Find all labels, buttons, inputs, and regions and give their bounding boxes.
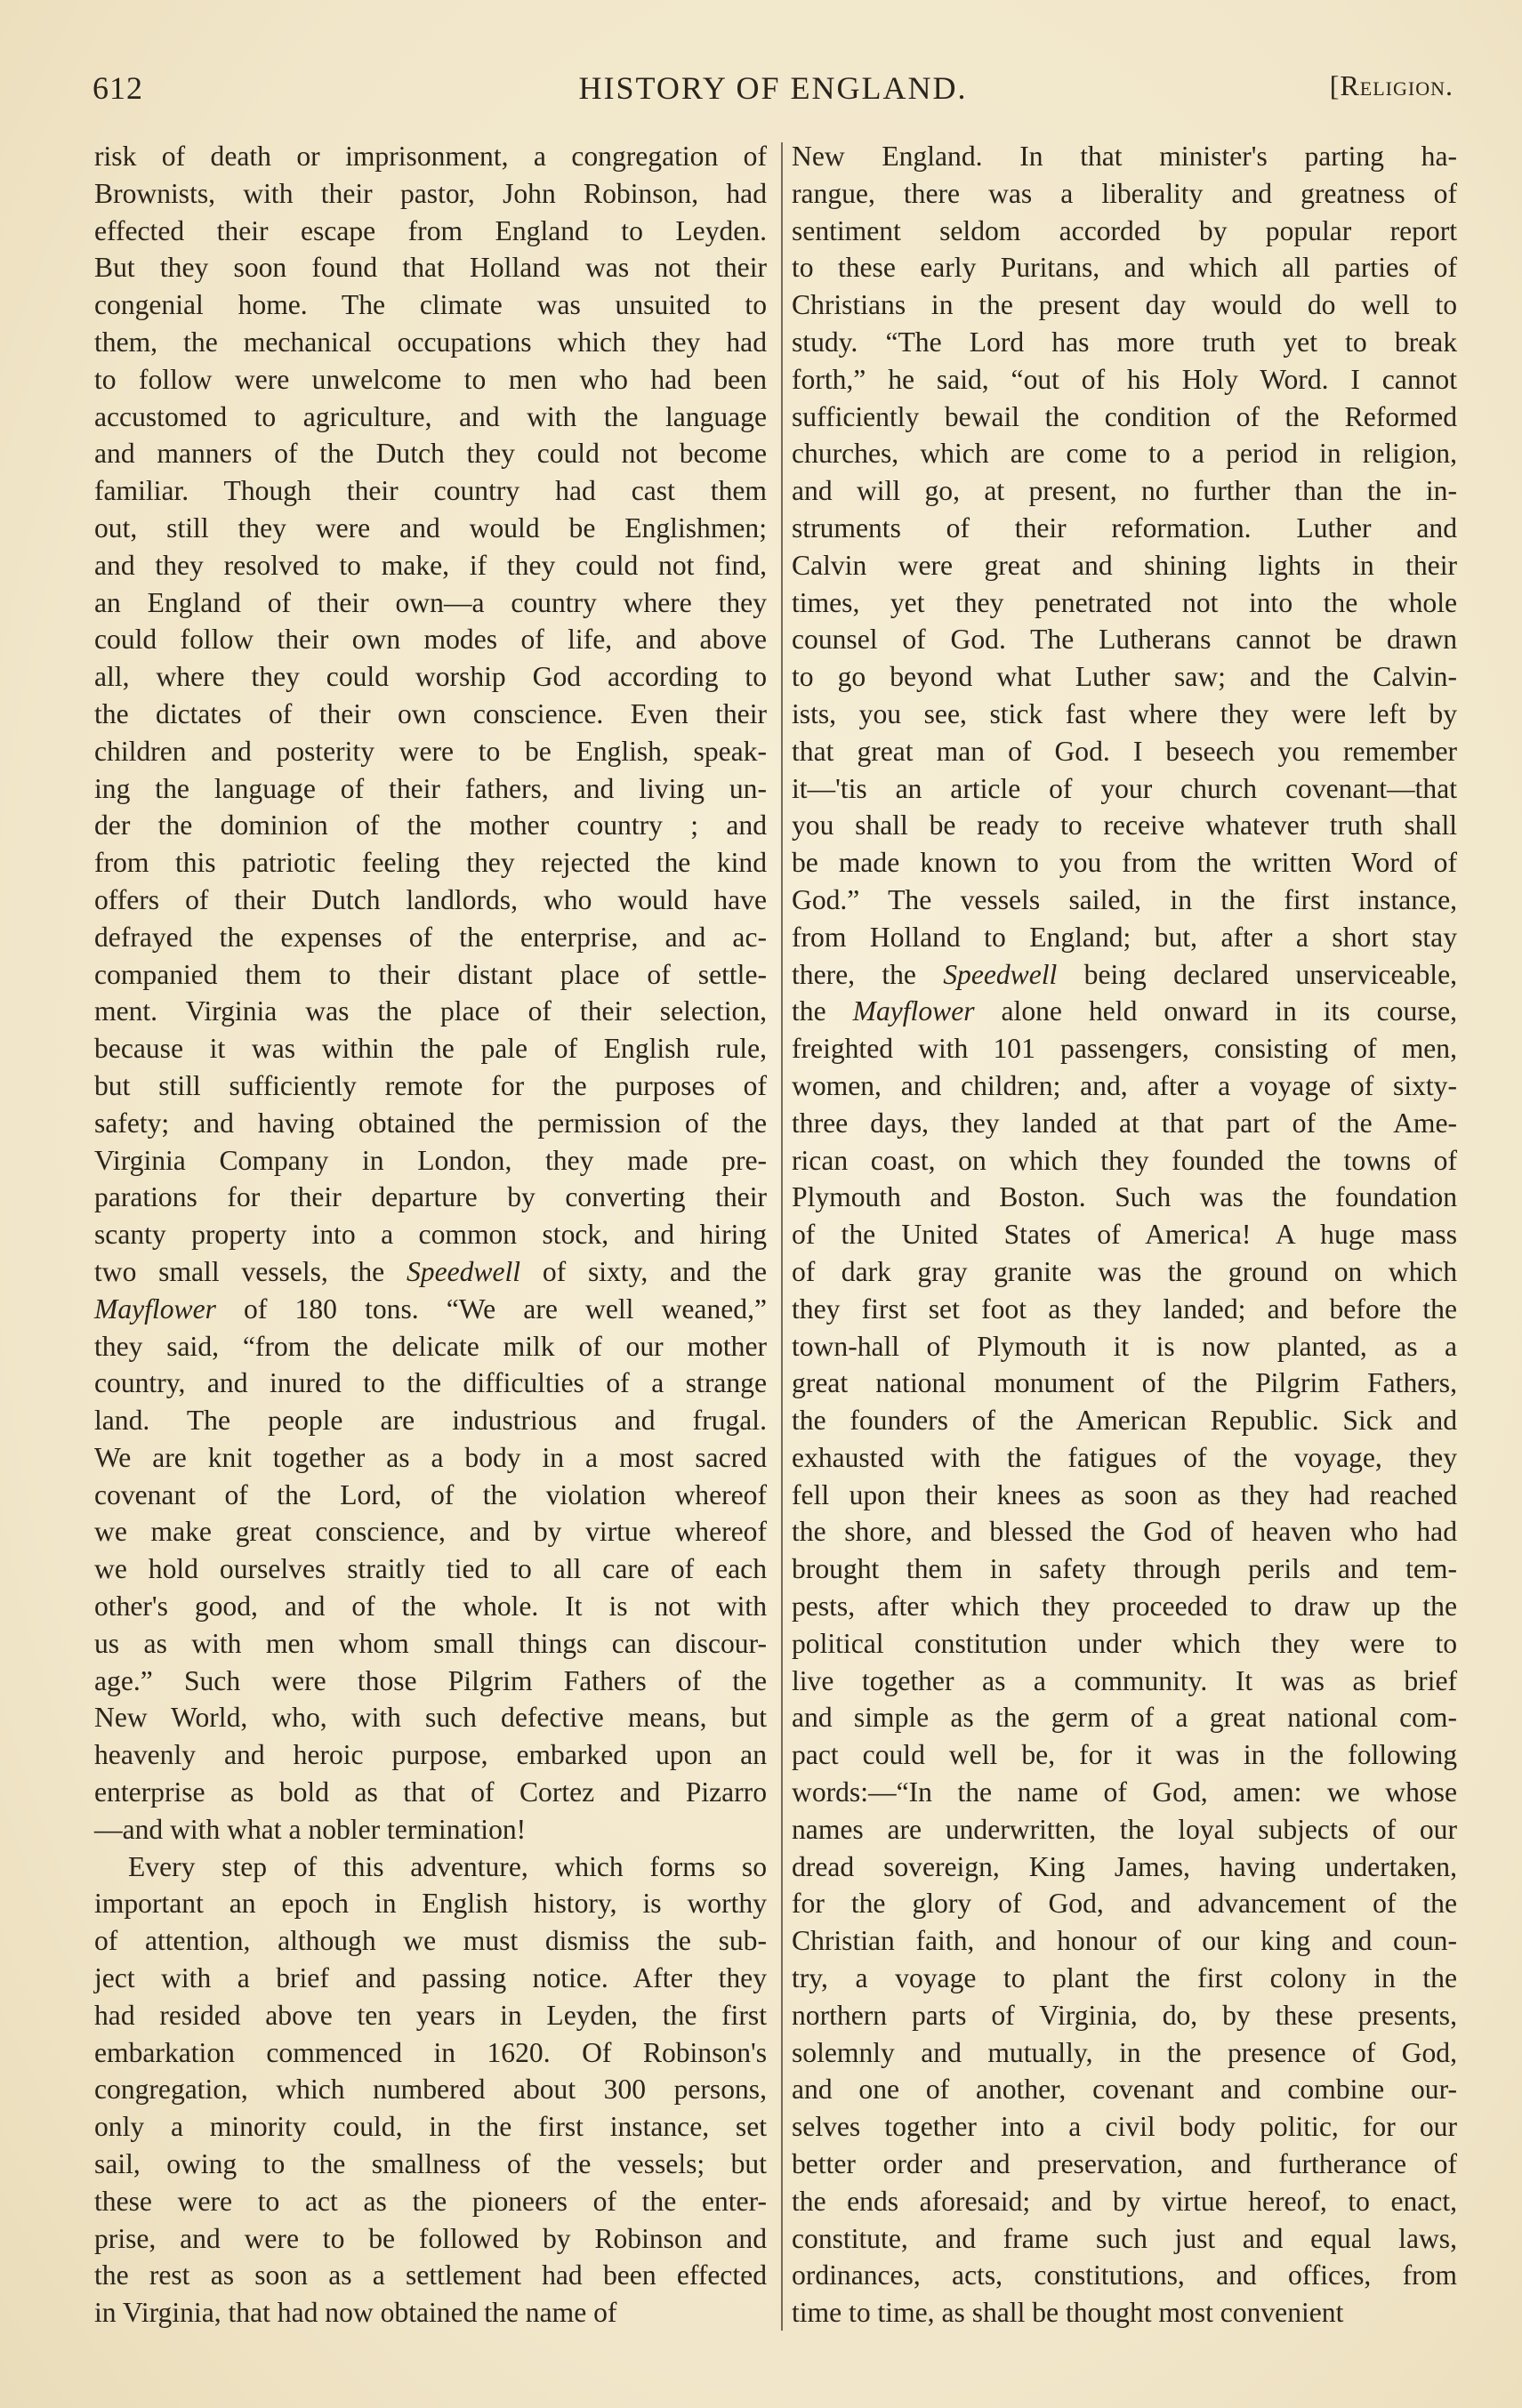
text-line: pact could well be, for it was in the following: [792, 1739, 1457, 1771]
text-line: of dark gray granite was the ground on which: [792, 1255, 1457, 1287]
text-line: sufficiently bewail the condition of the Reformed: [792, 400, 1457, 432]
text-line: in Virginia, that had now obtained the name of: [94, 2297, 617, 2329]
text-line: But they soon found that Holland was not their: [94, 252, 767, 284]
text-line: prise, and were to be followed by Robinson and: [94, 2222, 767, 2254]
text-line: northern parts of Virginia, do, by these presents,: [792, 1999, 1457, 2031]
text-line: all, where they could worship God according to: [94, 661, 767, 693]
text-line: fell upon their knees as soon as they had reached: [792, 1478, 1457, 1510]
text-line: Mayflower of 180 tons. “We are well weaned,”: [94, 1293, 767, 1325]
text-line: age.” Such were those Pilgrim Fathers of the: [94, 1664, 767, 1696]
text-line: accustomed to agriculture, and with the language: [94, 400, 767, 432]
text-line: an England of their own—a country where they: [94, 586, 767, 618]
text-line: Every step of this adventure, which forms so: [128, 1850, 767, 1882]
text-line: heavenly and heroic purpose, embarked upon an: [94, 1739, 767, 1771]
text-line: them, the mechanical occupations which they had: [94, 326, 767, 358]
text-line: the rest as soon as a settlement had been effected: [94, 2259, 767, 2291]
left-column: [94, 138, 767, 2331]
text-line: congregation, which numbered about 300 persons,: [94, 2074, 767, 2106]
text-line: important an epoch in English history, is worthy: [94, 1888, 767, 1920]
text-line: Christians in the present day would do well to: [792, 289, 1457, 321]
text-line: familiar. Though their country had cast them: [94, 475, 767, 507]
text-line: to go beyond what Luther saw; and the Calvin-: [792, 661, 1457, 693]
text-line: covenant of the Lord, of the violation whereof: [94, 1478, 767, 1510]
text-line: and will go, at present, no further than the in-: [792, 475, 1457, 507]
text-line: effected their escape from England to Leyden.: [94, 214, 767, 246]
text-line: and one of another, covenant and combine our-: [792, 2074, 1457, 2106]
text-line: other's good, and of the whole. It is not with: [94, 1591, 767, 1623]
text-line: forth,” he said, “out of his Holy Word. I cannot: [792, 363, 1457, 395]
text-line: the shore, and blessed the God of heaven who had: [792, 1516, 1457, 1548]
text-line: counsel of God. The Lutherans cannot be drawn: [792, 624, 1457, 656]
text-line: the dictates of their own conscience. Even their: [94, 697, 767, 729]
running-title: HISTORY OF ENGLAND.: [578, 70, 968, 106]
text-line: there, the Speedwell being declared unserviceable,: [792, 958, 1457, 990]
text-line: churches, which are come to a period in religion,: [792, 438, 1457, 470]
text-line: and manners of the Dutch they could not become: [94, 438, 767, 470]
text-line: ists, you see, stick fast where they were left by: [792, 697, 1457, 729]
column-divider: [781, 142, 783, 2331]
text-line: Brownists, with their pastor, John Robinson, had: [94, 177, 767, 209]
text-line: ing the language of their fathers, and living un-: [94, 772, 767, 804]
text-line: companied them to their distant place of settle-: [94, 958, 767, 990]
text-line: they said, “from the delicate milk of our mother: [94, 1330, 767, 1362]
text-line: better order and preservation, and furtherance of: [792, 2148, 1457, 2180]
text-line: —and with what a nobler termination!: [94, 1813, 527, 1845]
text-line: and simple as the germ of a great national com-: [792, 1702, 1457, 1734]
text-line: struments of their reformation. Luther and: [792, 511, 1457, 544]
text-line: offers of their Dutch landlords, who would have: [94, 883, 767, 915]
text-line: only a minority could, in the first instance, set: [94, 2111, 767, 2143]
text-line: of the United States of America! A huge mass: [792, 1219, 1457, 1251]
text-line: der the dominion of the mother country ; and: [94, 809, 767, 842]
text-line: times, yet they penetrated not into the whole: [792, 586, 1457, 618]
text-line: out, still they were and would be Englishmen;: [94, 511, 767, 544]
text-line: congenial home. The climate was unsuited to: [94, 289, 767, 321]
text-line: dread sovereign, King James, having undertaken,: [792, 1850, 1457, 1882]
text-line: sentiment seldom accorded by popular report: [792, 214, 1457, 246]
text-line: pests, after which they proceeded to draw up the: [792, 1591, 1457, 1623]
text-line: three days, they landed at that part of the Ame-: [792, 1107, 1457, 1139]
text-line: land. The people are industrious and frugal.: [94, 1405, 767, 1437]
text-line: the Mayflower alone held onward in its course,: [792, 995, 1457, 1027]
text-line: be made known to you from the written Word of: [792, 847, 1457, 879]
text-line: try, a voyage to plant the first colony in the: [792, 1962, 1457, 1994]
text-line: town-hall of Plymouth it is now planted, as a: [792, 1330, 1457, 1362]
text-line: we make great conscience, and by virtue whereof: [94, 1516, 767, 1548]
text-line: solemnly and mutually, in the presence of God,: [792, 2036, 1457, 2068]
text-line: two small vessels, the Speedwell of sixty, and the: [94, 1255, 768, 1287]
text-line: they first set foot as they landed; and before the: [792, 1293, 1457, 1325]
text-line: you shall be ready to receive whatever truth shall: [792, 809, 1457, 842]
text-line: the ends aforesaid; and by virtue hereof, to enact,: [792, 2185, 1457, 2217]
text-line: enterprise as bold as that of Cortez and Pizarro: [94, 1776, 767, 1808]
text-line: defrayed the expenses of the enterprise, and ac-: [94, 921, 767, 953]
text-line: brought them in safety through perils and tem-: [792, 1553, 1457, 1585]
text-line: country, and inured to the difficulties of a strange: [94, 1367, 767, 1399]
text-line: for the glory of God, and advancement of the: [792, 1888, 1457, 1920]
right-column: [792, 138, 1457, 2331]
text-line: ordinances, acts, constitutions, and offices, from: [792, 2259, 1457, 2291]
text-line: freighted with 101 passengers, consisting of men,: [792, 1033, 1457, 1065]
text-line: study. “The Lord has more truth yet to break: [792, 326, 1457, 358]
text-line: rican coast, on which they founded the towns of: [792, 1144, 1457, 1176]
text-line: safety; and having obtained the permission of the: [94, 1107, 767, 1139]
text-line: God.” The vessels sailed, in the first instance,: [792, 883, 1457, 915]
text-line: but still sufficiently remote for the purposes of: [94, 1069, 767, 1101]
text-line: to follow were unwelcome to men who had been: [94, 363, 767, 395]
text-line: exhausted with the fatigues of the voyage, they: [792, 1441, 1457, 1473]
text-line: that great man of God. I beseech you remember: [792, 735, 1457, 767]
page-number: 612: [93, 70, 143, 106]
text-line: it—'tis an article of your church covenant—that: [792, 772, 1457, 804]
text-line: constitute, and frame such just and equal laws,: [792, 2222, 1457, 2254]
text-line: time to time, as shall be thought most convenient: [792, 2297, 1344, 2329]
text-line: Virginia Company in London, they made pre-: [94, 1144, 767, 1176]
text-line: ment. Virginia was the place of their selection,: [94, 995, 767, 1027]
section-label: [Religion.: [1329, 69, 1454, 101]
text-line: parations for their departure by converting their: [94, 1181, 767, 1213]
text-line: rangue, there was a liberality and greatness of: [792, 177, 1457, 209]
text-line: live together as a community. It was as brief: [792, 1664, 1457, 1696]
text-line: names are underwritten, the loyal subjects of our: [792, 1813, 1457, 1845]
text-line: Christian faith, and honour of our king and coun-: [792, 1925, 1457, 1957]
text-line: political constitution under which they were to: [792, 1627, 1457, 1659]
text-line: us as with men whom small things can discour-: [94, 1627, 767, 1659]
page-header: [93, 69, 1454, 119]
text-line: sail, owing to the smallness of the vessels; but: [94, 2148, 767, 2180]
text-line: and they resolved to make, if they could not find,: [94, 549, 767, 581]
text-line: because it was within the pale of English rule,: [94, 1033, 767, 1065]
text-line: women, and children; and, after a voyage of sixty-: [792, 1069, 1457, 1101]
text-line: could follow their own modes of life, and above: [94, 624, 767, 656]
text-line: embarkation commenced in 1620. Of Robinson's: [94, 2036, 767, 2068]
text-line: of attention, although we must dismiss the sub-: [94, 1925, 767, 1957]
text-line: We are knit together as a body in a most sacred: [94, 1441, 767, 1473]
text-line: risk of death or imprisonment, a congregation of: [94, 141, 767, 172]
text-line: selves together into a civil body politic, for our: [792, 2111, 1457, 2143]
text-line: these were to act as the pioneers of the enter-: [94, 2185, 767, 2217]
text-line: had resided above ten years in Leyden, the first: [94, 1999, 767, 2031]
text-line: words:—“In the name of God, amen: we whose: [792, 1776, 1457, 1808]
text-line: to these early Puritans, and which all parties of: [792, 252, 1457, 284]
text-line: children and posterity were to be English, speak-: [94, 735, 767, 767]
text-line: the founders of the American Republic. Sick and: [792, 1405, 1457, 1437]
text-line: New England. In that minister's parting ha-: [792, 141, 1457, 172]
text-line: from this patriotic feeling they rejected the kind: [94, 847, 767, 879]
text-line: ject with a brief and passing notice. After they: [94, 1962, 767, 1994]
text-line: from Holland to England; but, after a short stay: [792, 921, 1457, 953]
text-line: New World, who, with such defective means, but: [94, 1702, 767, 1734]
text-line: we hold ourselves straitly tied to all care of each: [94, 1553, 767, 1585]
text-line: great national monument of the Pilgrim Fathers,: [792, 1367, 1457, 1399]
text-line: Calvin were great and shining lights in their: [792, 549, 1457, 581]
text-line: scanty property into a common stock, and hiring: [94, 1219, 767, 1251]
text-line: Plymouth and Boston. Such was the foundation: [792, 1181, 1457, 1213]
